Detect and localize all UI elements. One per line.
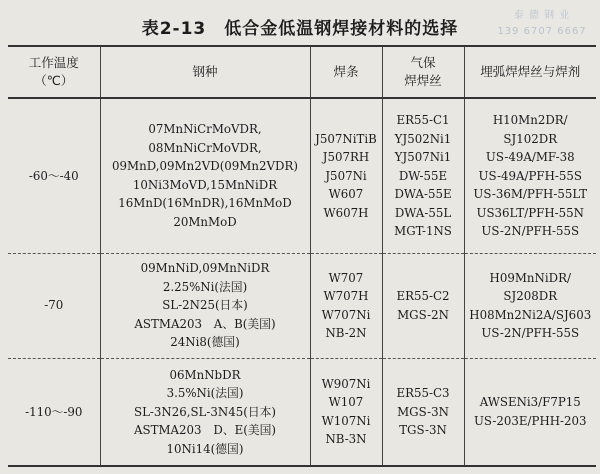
welding-materials-table: [8, 45, 596, 467]
electrode: NB-2N: [325, 326, 367, 340]
steel-grade: 10Ni3MoVD,15MnNiDR: [132, 177, 278, 192]
steel-grade: 3.5%Ni(法国): [166, 386, 244, 400]
steel-grade: SL-3N26,SL-3N45(日本): [133, 404, 277, 419]
gas-wire: ER55-C3: [396, 386, 450, 400]
row-1-steel-grades: [100, 98, 310, 253]
header-temperature: [8, 46, 100, 98]
header-electrode: 焊条: [310, 46, 382, 98]
row-2-steel-grades: [100, 253, 310, 358]
row-2-temperature: -70: [44, 298, 64, 313]
header-gas-wire-line-2: 焊焊丝: [404, 73, 442, 88]
watermark-line-1: 泰 德 钢 业: [513, 10, 571, 21]
header-gas-wire-line-1: 气保: [410, 55, 436, 70]
gas-wire: DWA-55E: [394, 187, 452, 201]
saw-wire-flux: US-2N/PFH-55S: [481, 326, 580, 340]
watermark: [492, 8, 592, 40]
electrode: W907Ni: [321, 376, 371, 391]
steel-grade: ASTMA203 D、E(美国): [133, 423, 277, 437]
steel-grade: 24Ni8(德国): [170, 335, 240, 350]
electrode: W707Ni: [321, 307, 371, 322]
gas-wire: YJ502Ni1: [394, 131, 452, 146]
electrode: J507NiTiB: [315, 131, 377, 146]
header-temperature-line-2: （℃）: [34, 73, 74, 88]
gas-wire: ER55-C2: [396, 289, 450, 303]
electrode: W107: [328, 395, 364, 410]
gas-wire: MGS-3N: [397, 404, 449, 419]
gas-wire: YJ507Ni1: [394, 150, 452, 164]
row-3-gas-wires: [382, 358, 464, 466]
steel-grade: 09MnD,09Mn2VD(09Mn2VDR): [112, 159, 298, 174]
steel-grade: 2.25%Ni(法国): [162, 279, 248, 294]
steel-grade: 10Ni14(德国): [166, 441, 244, 456]
table-title: 表2-13 低合金低温钢焊接材料的选择: [141, 19, 459, 39]
watermark-line-2: 139 6707 6667: [497, 26, 587, 37]
gas-wire: TGS-3N: [399, 423, 447, 437]
table-row: [8, 98, 596, 253]
electrode: W707: [328, 270, 364, 285]
steel-grade: 07MnNiCrMoVDR,: [148, 122, 262, 137]
steel-grade: ASTMA203 A、B(美国): [134, 316, 276, 331]
header-steel-grade: 钢种: [100, 46, 310, 98]
row-2-electrodes: [310, 253, 382, 358]
saw-wire-flux: US-49A/MF-38: [485, 150, 575, 164]
gas-wire: DW-55E: [398, 168, 448, 183]
row-3-temperature: -110～-90: [25, 404, 83, 419]
header-temperature-line-1: 工作温度: [28, 55, 79, 70]
electrode: NB-3N: [325, 432, 367, 447]
row-2-gas-wires: [382, 253, 464, 358]
electrode: J507Ni: [325, 168, 367, 183]
saw-wire-flux: H08Mn2Ni2A/SJ603: [469, 307, 592, 322]
saw-wire-flux: US36LT/PFH-55N: [476, 205, 584, 220]
row-1-gas-wires: [382, 98, 464, 253]
row-1-saw-wire-flux: [464, 98, 596, 253]
saw-wire-flux: SJ208DR: [503, 289, 558, 303]
steel-grade: 06MnNbDR: [169, 367, 241, 382]
gas-wire: ER55-C1: [396, 113, 450, 127]
saw-wire-flux: SJ102DR: [503, 131, 558, 146]
header-gas-wire: [382, 46, 464, 98]
saw-wire-flux: AWSENi3/F7P15: [479, 395, 581, 410]
row-1-electrodes: [310, 98, 382, 253]
steel-grade: 08MnNiCrMoVDR,: [148, 140, 262, 155]
row-1-temperature: -60～-40: [28, 168, 79, 183]
row-2-saw-wire-flux: [464, 253, 596, 358]
electrode: W707H: [323, 289, 369, 303]
saw-wire-flux: US-2N/PFH-55S: [481, 224, 580, 238]
table-row: [8, 358, 596, 466]
steel-grade: 16MnD(16MnDR),16MnMoD: [118, 196, 292, 211]
steel-grade: 20MnMoD: [173, 214, 237, 229]
row-3-saw-wire-flux: [464, 358, 596, 466]
gas-wire: DWA-55L: [394, 205, 452, 220]
steel-grade: SL-2N25(日本): [162, 298, 248, 313]
electrode: W607H: [323, 205, 369, 220]
table-row: [8, 253, 596, 358]
row-3-steel-grades: [100, 358, 310, 466]
electrode: W607: [328, 187, 364, 201]
saw-wire-flux: US-36M/PFH-55LT: [473, 187, 588, 201]
saw-wire-flux: US-203E/PHH-203: [473, 413, 587, 428]
header-saw-wire-flux: 埋弧焊焊丝与焊剂: [464, 46, 596, 98]
row-3-electrodes: [310, 358, 382, 466]
header-row: [8, 46, 596, 98]
electrode: J507RH: [322, 150, 370, 164]
saw-wire-flux: H09MnNiDR/: [489, 270, 571, 285]
gas-wire: MGS-2N: [397, 307, 449, 322]
gas-wire: MGT-1NS: [394, 224, 452, 238]
saw-wire-flux: US-49A/PFH-55S: [478, 168, 582, 183]
saw-wire-flux: H10Mn2DR/: [492, 113, 568, 127]
steel-grade: 09MnNiD,09MnNiDR: [140, 261, 270, 276]
electrode: W107Ni: [321, 413, 371, 428]
